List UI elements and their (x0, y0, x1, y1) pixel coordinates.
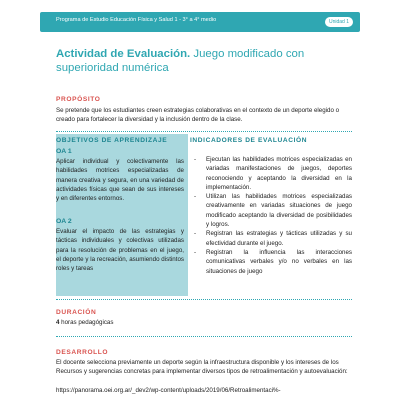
divider (56, 336, 352, 337)
unit-badge: Unidad 1 (325, 17, 353, 27)
proposito-heading: PROPÓSITO (56, 96, 101, 103)
title-rest: Juego modificado con superioridad numérica (56, 48, 305, 74)
objetivos-panel (56, 134, 188, 296)
list-item: - Registran la influencia las interacciones comunicativas verbales y/o no verbales en las situaciones de juego (194, 248, 352, 276)
page-title (56, 47, 356, 75)
header-bar (40, 12, 360, 32)
oa-text: Evaluar el impacto de las estrategias y tácticas individuales y colectivas utilizadas para la resolución de problemas en el juego, el deporte y la recreación, asumiendo distintos roles y tareas (56, 228, 184, 273)
divider (56, 131, 352, 132)
duracion-heading: DURACIÓN (56, 309, 97, 316)
objetivos-heading: OBJETIVOS DE APRENDIZAJE (56, 137, 168, 144)
divider (56, 299, 352, 300)
duracion-text (56, 319, 113, 326)
list-item: - Utilizan las habilidades motrices especializadas creativamente en variadas situaciones de juego modificado aceptando la diversidad de posibilidades y logros. (194, 192, 352, 229)
duracion-unit: horas pedagógicas (59, 319, 114, 326)
program-title: Programa de Estudio Educación Física y Salud 1 - 3° a 4° medio (56, 17, 217, 23)
indicadores-list (194, 155, 352, 276)
desarrollo-heading: DESARROLLO (56, 349, 109, 356)
indicadores-heading: INDICADORES DE EVALUACIÓN (190, 137, 308, 144)
duracion-number: 4 (56, 319, 60, 326)
desarrollo-link[interactable]: https://panorama.oei.org.ar/_dev2/wp-content/uploads/2019/06/Retroalimentaci%- (56, 387, 281, 394)
oa-label: OA 1 (56, 148, 72, 155)
oa-text: Aplicar individual y colectivamente las habilidades motrices especializadas de manera creativa y segura, en una variedad de actividades físicas que sean de sus intereses y en diferentes entornos. (56, 158, 184, 203)
oa-label: OA 2 (56, 218, 72, 225)
list-item: - Ejecutan las habilidades motrices especializadas en variadas manifestaciones de juegos, deportes reconociendo y aceptando la diversidad en la implementación. (194, 155, 352, 192)
title-bold: Actividad de Evaluación. (56, 48, 191, 60)
desarrollo-text: El docente selecciona previamente un deporte según la infraestructura disponible y los intereses de los Recursos y sugerencias concretas para implementar diversos tipos de retroalimentación y autoevaluación: (56, 359, 348, 376)
proposito-text: Se pretende que los estudiantes creen estrategias colaborativas en el contexto de un deporte elegido o creado para fortalecer la diversidad y la inclusión dentro de la clase. (56, 107, 340, 124)
list-item: - Registran las estrategias y tácticas utilizadas y su efectividad durante el juego. (194, 229, 352, 248)
